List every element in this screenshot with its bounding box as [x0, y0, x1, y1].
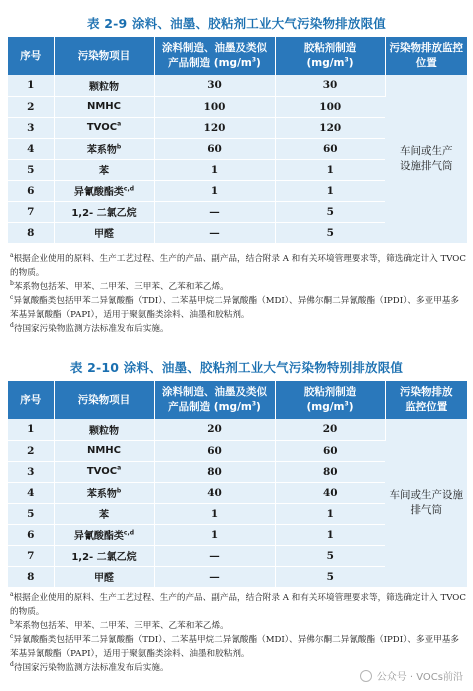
footnote: $^d$待国家污染物监测方法标准发布后实施。: [10, 661, 169, 673]
header-item: 污染物项目: [54, 37, 154, 75]
cell-adhesive-limit: 20: [275, 419, 385, 440]
cell-no: 3: [8, 461, 54, 482]
watermark: [360, 668, 463, 683]
cell-no: 5: [8, 503, 54, 524]
cell-no: 1: [8, 75, 54, 96]
footnote: $^b$苯系物包括苯、甲苯、二甲苯、三甲苯、乙苯和苯乙烯。: [10, 280, 229, 292]
cell-item: 苯: [54, 159, 154, 180]
cell-adhesive-limit: 30: [275, 75, 385, 96]
cell-coating-limit: 20: [154, 419, 275, 440]
cell-no: 3: [8, 117, 54, 138]
table-row: [8, 419, 467, 440]
header-location: 污染物排放监控 位置: [385, 37, 467, 75]
table-2-9: [8, 37, 467, 244]
cell-coating-limit: 80: [154, 461, 275, 482]
cell-adhesive-limit: 1: [275, 503, 385, 524]
cell-adhesive-limit: 5: [275, 545, 385, 566]
footnote: $^c$异氰酸酯类包括甲苯二异氰酸酯（TDI）、二苯基甲烷二异氰酸酯（MDI）、异佛尔酮二异氰酸酯（IPDI）、多亚甲基多苯基异氰酸酯（PAPI），适用于聚氨酯类涂料、油墨和胶粘剂。: [10, 633, 459, 659]
cell-adhesive-limit: 1: [275, 524, 385, 545]
cell-item: NMHC: [54, 440, 154, 461]
cell-adhesive-limit: 80: [275, 461, 385, 482]
cell-adhesive-limit: 1: [275, 159, 385, 180]
footnote: $^d$待国家污染物监测方法标准发布后实施。: [10, 322, 169, 334]
cell-item: 甲醛: [54, 222, 154, 243]
cell-no: 7: [8, 545, 54, 566]
footnote: $^c$异氰酸酯类包括甲苯二异氰酸酯（TDI）、二苯基甲烷二异氰酸酯（MDI）、异佛尔酮二异氰酸酯（IPDI）、多亚甲基多苯基异氰酸酯（PAPI），适用于聚氨酯类涂料、油墨和胶粘剂。: [10, 294, 459, 320]
cell-item: 1,2- 二氯乙烷: [54, 545, 154, 566]
cell-adhesive-limit: 60: [275, 138, 385, 159]
table-2-9-notes: [10, 252, 466, 336]
cell-item: NMHC: [54, 96, 154, 117]
cell-item: 1,2- 二氯乙烷: [54, 201, 154, 222]
cell-coating-limit: 1: [154, 180, 275, 201]
table-2-10: [8, 381, 467, 588]
cell-adhesive-limit: 40: [275, 482, 385, 503]
cell-no: 8: [8, 222, 54, 243]
watermark-text: 公众号 · VOCs前沿: [376, 672, 463, 683]
cell-coating-limit: 120: [154, 117, 275, 138]
header-location: 污染物排放 监控位置: [385, 381, 467, 419]
header-no: 序号: [8, 381, 54, 419]
table-row: [8, 75, 467, 96]
cell-coating-limit: —: [154, 566, 275, 587]
footnote: $^a$根据企业使用的原料、生产工艺过程、生产的产品、副产品，结合附录 A 和有关环境管理要求等，筛选确定计入 TVOC 的物质。: [10, 252, 466, 278]
table-2-10-notes: [10, 591, 466, 675]
cell-item: 苯系物$^b$: [54, 138, 154, 159]
wechat-icon: [360, 670, 372, 682]
cell-location: 车间或生产设施 排气筒: [385, 419, 467, 587]
footnote: $^b$苯系物包括苯、甲苯、二甲苯、三甲苯、乙苯和苯乙烯。: [10, 619, 229, 631]
cell-coating-limit: 1: [154, 159, 275, 180]
cell-no: 6: [8, 524, 54, 545]
cell-adhesive-limit: 5: [275, 201, 385, 222]
cell-item: 颗粒物: [54, 419, 154, 440]
cell-item: 甲醛: [54, 566, 154, 587]
table-2-10-caption: 表 2-10 涂料、油墨、胶粘剂工业大气污染物特别排放限值: [69, 360, 404, 375]
cell-coating-limit: —: [154, 222, 275, 243]
cell-coating-limit: 60: [154, 440, 275, 461]
header-coating: 涂料制造、油墨及类似 产品制造 $(mg/m^3)$: [154, 381, 275, 419]
header-adhesive: 胶粘剂制造 $(mg/m^3)$: [275, 381, 385, 419]
cell-item: 异氰酸酯类$^{c,d}$: [54, 180, 154, 201]
cell-coating-limit: —: [154, 545, 275, 566]
header-no: 序号: [8, 37, 54, 75]
header-coating: 涂料制造、油墨及类似 产品制造 $(mg/m^3)$: [154, 37, 275, 75]
cell-no: 7: [8, 201, 54, 222]
cell-coating-limit: 100: [154, 96, 275, 117]
cell-coating-limit: 1: [154, 524, 275, 545]
cell-adhesive-limit: 5: [275, 566, 385, 587]
cell-coating-limit: 1: [154, 503, 275, 524]
cell-no: 8: [8, 566, 54, 587]
cell-coating-limit: —: [154, 201, 275, 222]
cell-adhesive-limit: 100: [275, 96, 385, 117]
cell-adhesive-limit: 1: [275, 180, 385, 201]
cell-item: 异氰酸酯类$^{c,d}$: [54, 524, 154, 545]
cell-item: 颗粒物: [54, 75, 154, 96]
cell-no: 5: [8, 159, 54, 180]
header-item: 污染物项目: [54, 381, 154, 419]
cell-item: 苯系物$^b$: [54, 482, 154, 503]
cell-no: 2: [8, 440, 54, 461]
header-adhesive: 胶粘剂制造 $(mg/m^3)$: [275, 37, 385, 75]
footnote: $^a$根据企业使用的原料、生产工艺过程、生产的产品、副产品，结合附录 A 和有关环境管理要求等，筛选确定计入 TVOC 的物质。: [10, 591, 466, 617]
table-2-9-caption: 表 2-9 涂料、油墨、胶粘剂工业大气污染物排放限值: [87, 16, 386, 31]
cell-item: TVOC$^a$: [54, 461, 154, 482]
cell-adhesive-limit: 120: [275, 117, 385, 138]
cell-location: 车间或生产 设施排气筒: [385, 75, 467, 243]
cell-coating-limit: 40: [154, 482, 275, 503]
cell-coating-limit: 30: [154, 75, 275, 96]
cell-no: 4: [8, 482, 54, 503]
cell-item: TVOC$^a$: [54, 117, 154, 138]
cell-coating-limit: 60: [154, 138, 275, 159]
cell-adhesive-limit: 5: [275, 222, 385, 243]
cell-no: 1: [8, 419, 54, 440]
cell-no: 2: [8, 96, 54, 117]
cell-no: 4: [8, 138, 54, 159]
cell-item: 苯: [54, 503, 154, 524]
cell-adhesive-limit: 60: [275, 440, 385, 461]
cell-no: 6: [8, 180, 54, 201]
